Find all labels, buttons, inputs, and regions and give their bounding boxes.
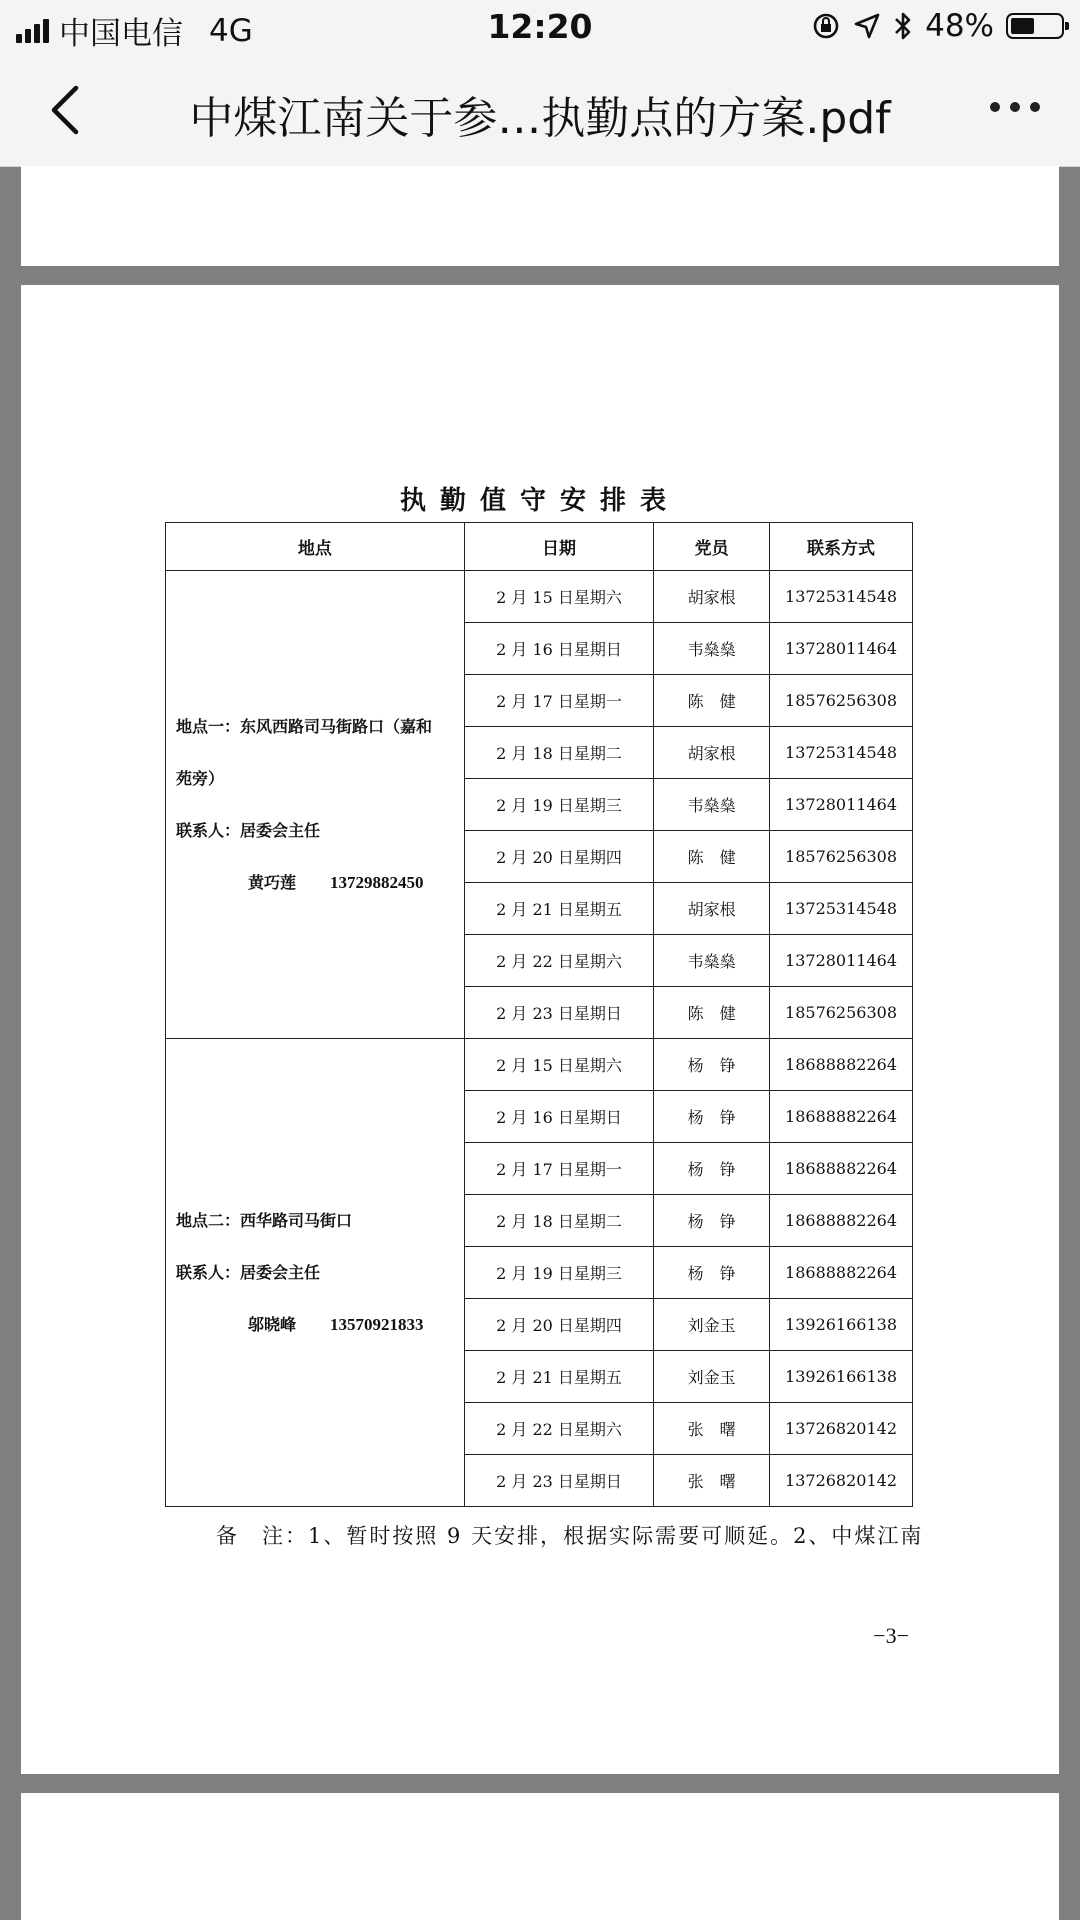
location-text: 苑旁） [176, 768, 225, 788]
date-cell: 2 月 22 日星期六 [464, 1403, 654, 1455]
battery-icon [1006, 13, 1064, 39]
phone-cell: 13728011464 [770, 779, 913, 831]
member-cell: 刘金玉 [654, 1351, 770, 1403]
date-cell: 2 月 15 日星期六 [464, 571, 654, 623]
page-number: −3− [873, 1623, 909, 1648]
phone-cell: 18688882264 [770, 1143, 913, 1195]
date-cell: 2 月 15 日星期六 [464, 1039, 654, 1091]
member-cell: 杨 铮 [654, 1039, 770, 1091]
date-cell: 2 月 21 日星期五 [464, 1351, 654, 1403]
date-cell: 2 月 19 日星期三 [464, 1247, 654, 1299]
location-cell [166, 1039, 465, 1507]
phone-cell: 13726820142 [770, 1403, 913, 1455]
battery-percent: 48% [925, 8, 994, 44]
member-cell: 杨 铮 [654, 1143, 770, 1195]
location-text: 地点二：西华路司马街口 [176, 1210, 353, 1230]
back-chevron-icon[interactable] [44, 82, 94, 138]
phone-cell: 18688882264 [770, 1195, 913, 1247]
contact-phone: 13570921833 [330, 1314, 424, 1334]
bluetooth-icon [893, 10, 913, 42]
member-cell: 韦燊燊 [654, 779, 770, 831]
contact-phone: 13729882450 [330, 872, 424, 892]
member-cell: 陈 健 [654, 987, 770, 1039]
location-text: 地点一：东风西路司马街路口（嘉和 [176, 716, 433, 736]
document-title: 中煤江南关于参…执勤点的方案.pdf [189, 93, 891, 144]
more-icon[interactable] [990, 102, 1040, 112]
date-cell: 2 月 17 日星期一 [464, 675, 654, 727]
location-text: 联系人：居委会主任 [176, 820, 321, 840]
location-icon [853, 12, 881, 40]
member-cell: 韦燊燊 [654, 935, 770, 987]
date-cell: 2 月 22 日星期六 [464, 935, 654, 987]
member-cell: 胡家根 [654, 571, 770, 623]
phone-cell: 13726820142 [770, 1455, 913, 1507]
phone-cell: 13926166138 [770, 1351, 913, 1403]
member-cell: 韦燊燊 [654, 623, 770, 675]
date-cell: 2 月 21 日星期五 [464, 883, 654, 935]
footnote: 备 注：1、暂时按照 9 天安排，根据实际需要可顺延。2、中煤江南 [216, 1524, 924, 1548]
phone-cell: 18688882264 [770, 1247, 913, 1299]
status-bar [0, 0, 1080, 54]
location-cell [166, 571, 465, 1039]
phone-cell: 18576256308 [770, 987, 913, 1039]
contact-name: 黄巧莲 [248, 872, 297, 892]
header-location: 地点 [166, 523, 465, 571]
member-cell: 刘金玉 [654, 1299, 770, 1351]
date-cell: 2 月 23 日星期日 [464, 1455, 654, 1507]
member-cell: 陈 健 [654, 675, 770, 727]
contact-name: 邬晓峰 [248, 1314, 297, 1334]
pdf-page-next [21, 1793, 1059, 1920]
pdf-page-previous [21, 166, 1059, 266]
contact-person [166, 857, 464, 909]
date-cell: 2 月 20 日星期四 [464, 831, 654, 883]
member-cell: 胡家根 [654, 727, 770, 779]
phone-cell: 13725314548 [770, 883, 913, 935]
date-cell: 2 月 20 日星期四 [464, 1299, 654, 1351]
phone-cell: 13926166138 [770, 1299, 913, 1351]
phone-cell: 13728011464 [770, 623, 913, 675]
phone-cell: 18688882264 [770, 1091, 913, 1143]
date-cell: 2 月 19 日星期三 [464, 779, 654, 831]
contact-person [166, 1299, 464, 1351]
phone-cell: 13728011464 [770, 935, 913, 987]
header-date: 日期 [464, 523, 654, 571]
member-cell: 杨 铮 [654, 1195, 770, 1247]
member-cell: 张 曙 [654, 1403, 770, 1455]
nav-bar [0, 54, 1080, 167]
rotation-lock-icon [811, 11, 841, 41]
member-cell: 陈 健 [654, 831, 770, 883]
member-cell: 胡家根 [654, 883, 770, 935]
date-cell: 2 月 17 日星期一 [464, 1143, 654, 1195]
phone-cell: 18576256308 [770, 675, 913, 727]
member-cell: 杨 铮 [654, 1247, 770, 1299]
date-cell: 2 月 16 日星期日 [464, 1091, 654, 1143]
table-title: 执勤值守安排表 [399, 486, 680, 516]
member-cell: 张 曙 [654, 1455, 770, 1507]
pdf-page [21, 285, 1059, 1774]
phone-cell: 18688882264 [770, 1039, 913, 1091]
schedule-table [165, 522, 913, 1507]
clock: 12:20 [487, 7, 593, 46]
header-member: 党员 [654, 523, 770, 571]
phone-cell: 13725314548 [770, 727, 913, 779]
phone-cell: 18576256308 [770, 831, 913, 883]
phone-cell: 13725314548 [770, 571, 913, 623]
table-row [166, 571, 913, 623]
table-row [166, 1039, 913, 1091]
network-label: 4G [209, 12, 253, 49]
location-text: 联系人：居委会主任 [176, 1262, 321, 1282]
carrier-label: 中国电信 [59, 16, 183, 52]
header-contact: 联系方式 [770, 523, 913, 571]
date-cell: 2 月 18 日星期二 [464, 727, 654, 779]
date-cell: 2 月 18 日星期二 [464, 1195, 654, 1247]
member-cell: 杨 铮 [654, 1091, 770, 1143]
date-cell: 2 月 16 日星期日 [464, 623, 654, 675]
date-cell: 2 月 23 日星期日 [464, 987, 654, 1039]
